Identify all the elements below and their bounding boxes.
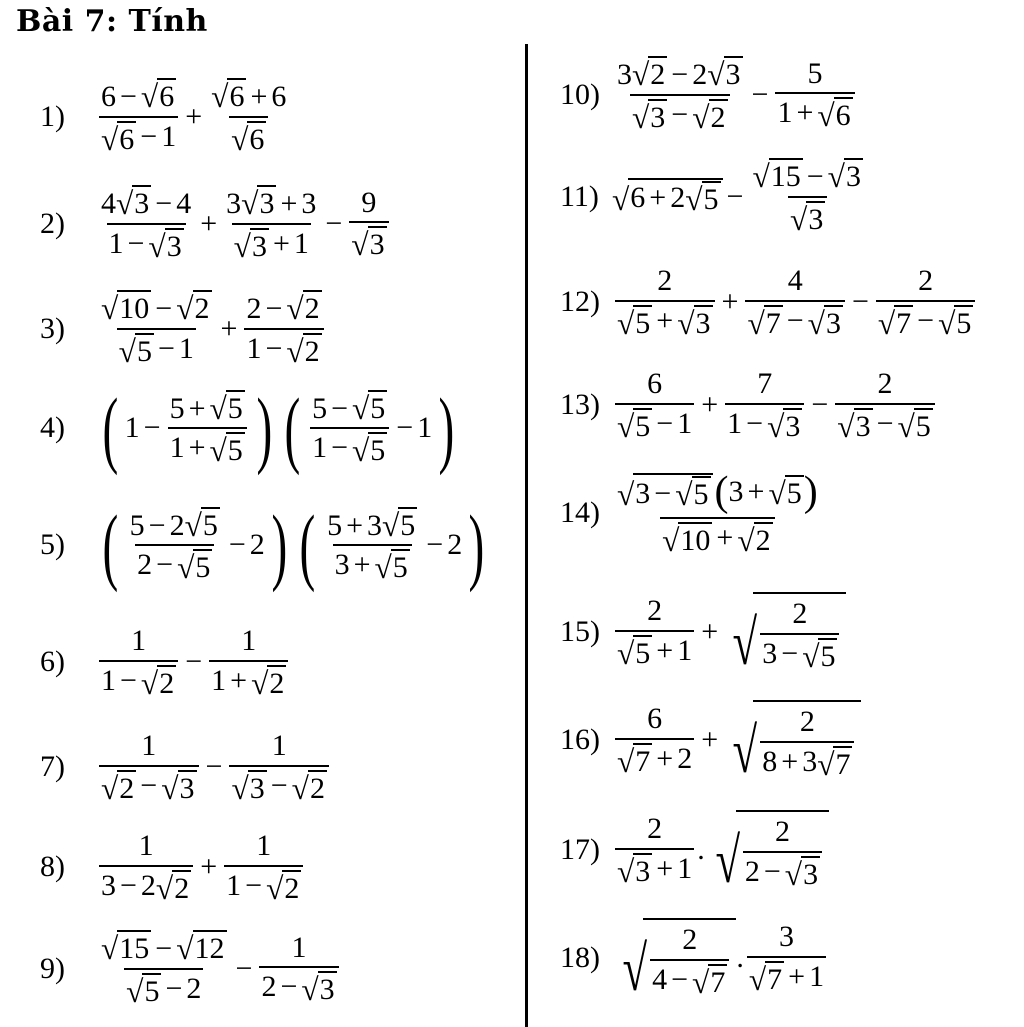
fraction — [325, 507, 419, 584]
denominator: 1 − √ 5 — [310, 427, 389, 467]
square-root: √ 2 — [286, 291, 320, 326]
square-root: √ 2 — [101, 770, 135, 806]
square-root: √ 2 — [140, 665, 175, 701]
problem-number: 12) — [560, 285, 600, 318]
square-root: √ 6 — [231, 121, 265, 157]
square-root: √ 5 — [209, 390, 243, 426]
square-root: √ 3 — [161, 770, 195, 806]
square-root: √ 5 — [617, 635, 651, 671]
denominator: √ 2 − √ 3 — [99, 765, 199, 805]
fraction — [615, 368, 694, 442]
problem-6 — [40, 625, 291, 699]
problem-10 — [560, 56, 858, 133]
problem-7 — [40, 730, 332, 804]
square-root: √ 5 — [617, 305, 651, 341]
fraction — [876, 265, 976, 339]
fraction — [615, 703, 694, 777]
numerator: √ 15 − √ 3 — [752, 159, 861, 194]
square-root: √ 5 — [351, 390, 386, 426]
denominator: 3 − √ 5 — [760, 633, 839, 673]
numerator: 2 — [877, 367, 893, 400]
square-root: √ 2 — [291, 770, 325, 806]
denominator: 1 − √ 3 — [107, 223, 186, 263]
fraction — [99, 185, 193, 262]
expression: √ 6 + 2 √ 5 − √ 15 − √ 3 √ 3 — [612, 158, 868, 235]
square-root: √ 5 — [374, 550, 408, 585]
problem-number: 11) — [560, 179, 599, 213]
fraction — [747, 921, 826, 995]
fraction — [743, 816, 822, 890]
numerator: 2 — [774, 815, 790, 848]
denominator: √ 7 + 1 — [747, 956, 826, 996]
square-root: √ 6 — [817, 98, 851, 133]
denominator: √ 5 + √ 3 — [615, 300, 715, 340]
numerator: 2 − √ 2 — [246, 291, 320, 326]
expression: √ 2 4 − √ 7 . 3 √ 7 + 1 — [612, 918, 829, 998]
parenthesized-group: ( 5 + 3 √ 5 3 + √ 5 − 2 ) — [299, 497, 485, 593]
fraction — [209, 78, 288, 155]
square-root: √ 5 — [617, 408, 651, 444]
square-root: √ 2 3 − √ 5 — [722, 592, 846, 672]
numerator: 2 — [657, 264, 673, 297]
numerator: 1 — [291, 930, 307, 964]
fraction — [224, 830, 303, 904]
problem-number: 17) — [560, 833, 600, 866]
square-root: √ 6 — [211, 79, 245, 114]
numerator: 5 — [807, 56, 823, 90]
denominator: 8 + 3 √ 7 — [760, 741, 854, 781]
fraction — [99, 290, 214, 367]
problem-9 — [40, 930, 342, 1007]
square-root: √ 3 — [827, 159, 861, 194]
problem-11 — [560, 158, 868, 235]
expression: 4 √ 3 − 4 1 − √ 3 + 3 √ 3 + 3 √ 3 + 1 − 9 √ 3 — [96, 185, 392, 262]
denominator: 1 − √ 2 — [224, 865, 303, 905]
fraction — [99, 78, 178, 155]
fraction — [615, 470, 820, 557]
expression: 6 √ 5 − 1 + 7 1 − √ 3 − 2 √ 3 − √ 5 — [612, 368, 938, 442]
column-divider — [525, 44, 528, 1027]
denominator: √ 10 + √ 2 — [660, 517, 775, 557]
problem-14 — [560, 470, 823, 557]
expression: 2 √ 5 + √ 3 + 4 √ 7 − √ 3 − 2 √ 7 − √ 5 — [612, 265, 978, 339]
problem-number: 7) — [40, 750, 65, 783]
square-root: √ 2 — [266, 870, 300, 906]
square-root: √ 3 — [351, 227, 385, 262]
denominator: √ 3 − √ 5 — [835, 403, 935, 443]
denominator: √ 5 + 1 — [615, 630, 694, 670]
expression — [96, 380, 461, 476]
expression: 6 √ 7 + 2 + √ 2 8 + 3 √ 7 — [612, 700, 861, 780]
square-root: √ 7 — [877, 305, 912, 341]
denominator: √ 3 + 1 — [615, 848, 694, 888]
denominator — [349, 221, 388, 261]
exercise-title: Bài 7: Tính — [16, 4, 208, 39]
problem-number: 2) — [40, 206, 65, 240]
square-root: √ 7 — [692, 964, 726, 1000]
square-root: √ 2 — [632, 57, 666, 92]
square-root: √ 5 — [675, 477, 709, 513]
square-root: √ 6 — [140, 79, 175, 114]
fraction — [615, 813, 694, 887]
parenthesized-group: ( 1 − 5 + √ 5 1 + √ 5 ) — [102, 380, 272, 476]
numerator: √ 3 − √ 5 ( 3 + √ 5 ) — [617, 469, 818, 515]
expression: √ 15 − √ 12 √ 5 − 2 − 1 2 − √ 3 — [96, 930, 342, 1007]
numerator: 2 — [918, 264, 934, 297]
denominator: 1 − √ 2 — [244, 328, 323, 368]
parenthesized-group: ( 5 − 2 √ 5 2 − √ 5 − 2 ) — [102, 497, 287, 593]
denominator: 2 − √ 5 — [135, 544, 214, 584]
square-root: √ 2 — [155, 870, 190, 906]
numerator: 4 — [787, 264, 803, 297]
denominator: √ 6 − 1 — [99, 116, 178, 156]
numerator: 9 — [361, 185, 377, 219]
square-root: √ 5 — [126, 973, 160, 1009]
numerator: 3 √ 2 − 2 √ 3 — [617, 57, 741, 92]
square-root: √ 3 — [632, 99, 666, 135]
numerator: 6 — [647, 367, 663, 400]
numerator: 3 √ 3 + 3 — [226, 186, 317, 221]
square-root: √ 3 — [241, 186, 275, 221]
square-root: √ 2 — [176, 291, 210, 326]
denominator: √ 5 − 1 — [615, 403, 694, 443]
square-root: √ 2 4 − √ 7 — [612, 918, 736, 998]
problem-number: 9) — [40, 951, 65, 985]
square-root: √ 3 — [707, 57, 741, 92]
square-root: √ 12 — [176, 931, 225, 966]
expression: 2 √ 5 + 1 + √ 2 3 − √ 5 — [612, 592, 846, 672]
expression: √ 10 − √ 2 √ 5 − 1 + 2 − √ 2 1 − √ 2 — [96, 290, 327, 367]
square-root: √ 6 — [101, 121, 135, 157]
square-root: √ 7 — [747, 305, 781, 341]
parenthesized-group: ( 5 − √ 5 1 − √ 5 − 1 ) — [284, 380, 455, 476]
numerator: 6 — [647, 702, 663, 735]
expression: 1 3 − 2 √ 2 + 1 1 − √ 2 — [96, 830, 306, 904]
numerator: 5 + √ 5 — [169, 390, 243, 426]
problem-number: 3) — [40, 311, 65, 345]
numerator: 7 — [757, 367, 773, 400]
square-root: √ 5 — [768, 475, 802, 511]
numerator: 1 — [241, 624, 257, 657]
fraction — [168, 390, 247, 467]
square-root: √ 3 — [148, 228, 182, 264]
fraction — [99, 730, 199, 804]
square-root: √ 3 — [837, 408, 871, 444]
expression: 6 − √ 6 √ 6 − 1 + √ 6 + 6 √ 6 — [101, 79, 287, 157]
numerator: 2 — [682, 923, 698, 956]
square-root: √ 5 — [381, 507, 416, 543]
square-root: √ 3 — [301, 972, 335, 1007]
fraction — [244, 290, 323, 367]
denominator: √ 5 − 1 — [117, 328, 196, 368]
square-root: √ 3 — [233, 228, 267, 264]
fraction — [745, 265, 845, 339]
numerator: 1 — [138, 829, 154, 862]
denominator: √ 5 − 2 — [124, 968, 203, 1008]
square-root: √ 10 — [101, 291, 150, 326]
fraction — [349, 187, 388, 261]
denominator: 1 + √ 2 — [209, 660, 288, 700]
fraction — [835, 368, 935, 442]
fraction — [259, 932, 338, 1006]
problem-number: 18) — [560, 941, 600, 974]
square-root: √ 3 — [784, 856, 819, 892]
square-root: √ 10 — [662, 523, 711, 559]
square-root: √ 5 — [938, 305, 972, 341]
expression — [612, 470, 823, 557]
expression: 2 √ 3 + 1 . √ 2 2 − √ 3 — [612, 810, 829, 890]
fraction — [99, 830, 193, 904]
numerator: 1 — [141, 729, 157, 762]
denominator: 1 + √ 5 — [168, 427, 247, 467]
problem-2 — [40, 185, 392, 262]
numerator: 5 + 3 √ 5 — [327, 507, 416, 543]
denominator: √ 3 − √ 2 — [630, 94, 730, 134]
expression: 1 1 − √ 2 − 1 1 + √ 2 — [96, 625, 291, 699]
problem-15 — [560, 592, 846, 679]
denominator: 2 − √ 3 — [259, 966, 338, 1006]
problem-3 — [40, 290, 327, 367]
problem-8 — [40, 830, 306, 904]
denominator — [229, 116, 268, 156]
denominator: 1 − √ 3 — [725, 403, 804, 443]
square-root: √ 6 + 2 √ 5 — [612, 178, 723, 216]
problem-16 — [560, 700, 861, 787]
denominator: 1 − √ 2 — [99, 660, 178, 700]
denominator: 3 − 2 √ 2 — [99, 865, 193, 905]
denominator: 2 − √ 3 — [743, 851, 822, 891]
denominator: √ 7 + 2 — [615, 738, 694, 778]
problem-number: 4) — [40, 411, 65, 444]
numerator: 4 √ 3 − 4 — [101, 186, 192, 221]
problem-number: 14) — [560, 496, 600, 530]
fraction — [775, 58, 854, 132]
square-root: √ 2 2 − √ 3 — [705, 810, 829, 890]
square-root: √ 5 — [118, 333, 152, 369]
square-root: √ 15 — [752, 159, 801, 194]
square-root: √ 2 8 + 3 √ 7 — [722, 700, 861, 780]
numerator: 6 − √ 6 — [101, 79, 175, 114]
square-root: √ 3 — [677, 305, 711, 341]
fraction — [650, 924, 729, 998]
problem-number: 10) — [560, 77, 600, 111]
numerator: 1 — [256, 829, 272, 862]
problem-17 — [560, 810, 829, 897]
problem-number: 1) — [40, 99, 65, 133]
expression — [96, 497, 491, 593]
fraction — [760, 706, 854, 780]
square-root: √ 7 — [748, 961, 783, 997]
problem-18 — [560, 918, 829, 1005]
square-root: √ 2 — [737, 523, 771, 559]
fraction — [310, 390, 389, 467]
problem-4 — [40, 380, 461, 476]
denominator: 3 + √ 5 — [333, 544, 412, 584]
problem-13 — [560, 368, 938, 442]
square-root: √ 3 — [116, 186, 150, 221]
square-root: √ 5 — [685, 181, 719, 217]
fraction — [615, 265, 715, 339]
problem-number: 6) — [40, 645, 65, 678]
numerator: √ 10 − √ 2 — [101, 291, 210, 326]
numerator: 2 — [799, 705, 815, 738]
problem-5 — [40, 497, 491, 593]
problem-1 — [40, 78, 291, 155]
square-root: √ 3 — [231, 770, 265, 806]
square-root: √ 5 — [897, 408, 931, 444]
fraction — [760, 598, 839, 672]
square-root: √ 5 — [209, 433, 243, 468]
square-root: √ 2 — [251, 665, 285, 701]
square-root: √ 2 — [692, 99, 726, 135]
square-root: √ 5 — [184, 507, 218, 543]
square-root: √ 2 — [286, 333, 320, 369]
fraction — [128, 507, 222, 584]
numerator: 1 — [271, 729, 287, 762]
fraction — [99, 625, 178, 699]
expression: 1 √ 2 − √ 3 − 1 √ 3 − √ 2 — [96, 730, 332, 804]
numerator: 5 − 2 √ 5 — [129, 507, 218, 543]
square-root: √ 3 — [807, 305, 841, 341]
numerator: √ 15 − √ 12 — [101, 931, 225, 966]
numerator: √ 6 + 6 — [211, 79, 287, 114]
expression: 3 √ 2 − 2 √ 3 √ 3 − √ 2 − 5 1 + √ 6 — [612, 56, 858, 133]
problem-number: 16) — [560, 723, 600, 756]
numerator: 2 — [647, 812, 663, 845]
numerator: 2 — [792, 597, 808, 630]
problem-number: 13) — [560, 388, 600, 421]
fraction — [725, 368, 804, 442]
denominator — [788, 196, 827, 236]
problem-number: 5) — [40, 528, 65, 561]
square-root: √ 7 — [817, 746, 851, 782]
fraction — [224, 185, 318, 262]
square-root: √ 5 — [802, 638, 836, 674]
denominator: √ 7 − √ 5 — [876, 300, 976, 340]
square-root: √ 3 − √ 5 — [617, 473, 713, 511]
problem-number: 8) — [40, 850, 65, 883]
square-root: √ 5 — [351, 433, 386, 468]
fraction — [209, 625, 288, 699]
fraction — [99, 930, 229, 1007]
denominator: 1 + √ 6 — [775, 92, 854, 132]
denominator: 4 − √ 7 — [650, 959, 729, 999]
problem-number: 15) — [560, 615, 600, 648]
square-root: √ 5 — [177, 550, 211, 585]
problem-12 — [560, 265, 978, 339]
square-root: √ 3 — [767, 408, 801, 444]
fraction — [615, 56, 745, 133]
numerator: 5 − √ 5 — [312, 390, 386, 426]
numerator: 1 — [131, 624, 147, 657]
numerator: 3 — [778, 920, 794, 953]
square-root: √ 3 — [617, 853, 651, 889]
square-root: √ 15 — [101, 931, 150, 966]
square-root: √ 7 — [617, 743, 651, 779]
denominator: √ 7 − √ 3 — [745, 300, 845, 340]
numerator: 2 — [647, 594, 663, 627]
fraction — [750, 158, 865, 235]
fraction — [615, 595, 694, 669]
denominator: √ 3 + 1 — [232, 223, 311, 263]
denominator: √ 3 − √ 2 — [229, 765, 329, 805]
fraction — [229, 730, 329, 804]
square-root: √ 3 — [790, 201, 824, 237]
